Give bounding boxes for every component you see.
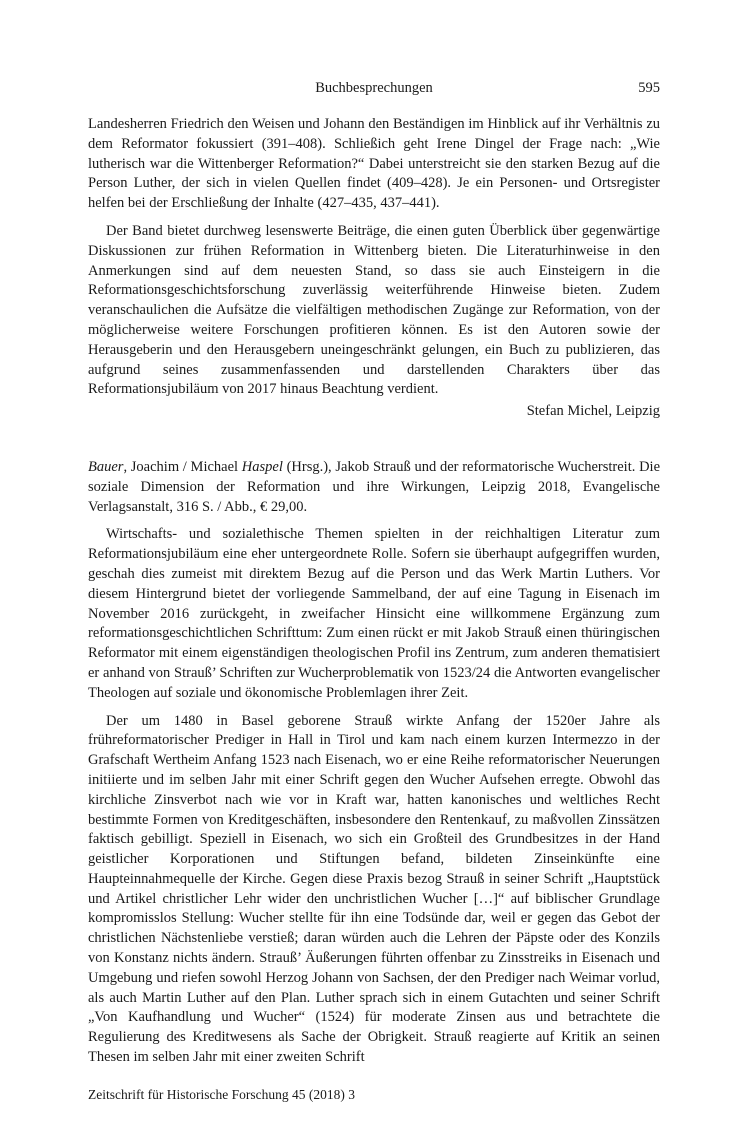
page-number: 595 [638, 80, 660, 96]
bib-part2: (Hrsg.), Jakob Strauß und der reformatorische Wucherstreit. Die soziale Dimension der Reformation und ihre Wirkungen, Leipzig 2018, Evangelische Verlagsanstalt, 316 S. / Abb., € 29,00. [88, 458, 661, 515]
author1-name: Bauer [88, 458, 124, 475]
page-body [88, 115, 660, 1068]
review1-signature: Stefan Michel, Leipzig [526, 403, 660, 420]
review1-continuation: Landesherren Friedrich den Weisen und Johann den Beständigen im Hinblick auf ihr Verhältnis zu dem Reformator fokussiert (391–408). Schließich geht Irene Dingel der Frage nach: „Wie lutherisch war die Wittenberger Reformation?“ Dabei unterstreicht sie den starken Bezug auf die Person Luther, der sich in vielen Quellen findet (409–428). Je ein Personen- und Ortsregister helfen bei der Erschließung der Inhalte (427–435, 437–441). [88, 116, 660, 212]
bib-part1: , Joachim / Michael [123, 458, 242, 475]
review2-paragraph-2: Der um 1480 in Basel geborene Strauß wirkte Anfang der 1520er Jahre als frühreformatorischer Prediger in Hall in Tirol und kam nach einem kurzen Intermezzo in der Grafschaft Wertheim Anfang 1523 nach Eisenach, wo er eine Reihe reformatorischer Neuerungen initiierte und im selben Jahr mit einer Schrift gegen den Wucher Aufsehen erregte. Obwohl das kirchliche Zinsverbot nach wie vor in Kraft war, hatten kanonisches und weltliches Recht bestimmte Formen von Kreditgeschäften, insbesondere den Rentenkauf, zu maßvollen Zinssätzen faktisch gebilligt. Speziell in Eisenach, wo sich ein Großteil des Grundbesitzes in der Hand geistlicher Korporationen und Stiftungen befand, bildeten Zinseinkünfte eine Haupteinnahmequelle der Kirche. Gegen diese Praxis bezog Strauß in seiner Schrift „Hauptstück und Artikel christlicher Lehr wider den unchristlichen Wucher […]“ auf biblischer Grundlage kompromisslos Stellung: Wucher stellte für ihn eine Todsünde dar, weil er gegen das Gebot der christlichen Nächstenliebe verstieß; daran würden auch die Lehren der Päpste oder des Konzils von Konstanz nichts ändern. Strauß’ Äußerungen führten offenbar zu Zinsstreiks in Eisenach und Umgebung und riefen sowohl Herzog Johann von Sachsen, der den Prediger nach Weimar vorlud, als auch Martin Luther auf den Plan. Luther sprach sich in einem Gutachten und seiner Schrift „Von Kaufhandlung und Wucher“ (1524) für moderate Zinsen aus und betrachtete die Regulierung des Kreditwesens als Sache der Obrigkeit. Strauß reagierte auf Kritik an seinen Thesen im selben Jahr mit einer zweiten Schrift [88, 712, 660, 1066]
review2-bibliographic-entry [88, 458, 660, 517]
journal-footer: Zeitschrift für Historische Forschung 45 (2018) 3 [88, 1087, 355, 1102]
author2-name: Haspel [241, 458, 283, 475]
running-title: Buchbesprechungen [315, 80, 433, 96]
running-header [88, 80, 660, 100]
review1-conclusion: Der Band bietet durchweg lesenswerte Beiträge, die einen guten Überblick über gegenwärtige Diskussionen zur frühen Reformation in Wittenberg bieten. Die Literaturhinweise in den Anmerkungen sind auf dem neuesten Stand, so dass sie auch Einsteigern in die Reformationsgeschichtsforschung zuverlässig weiterführende Hinweise bieten. Zudem veranschaulichen die Aufsätze die vielfältigen methodischen Zugänge zur Reformation, von der möglicherweise weitere Forschungen profitieren können. Es ist den Autoren sowie der Herausgeberin und den Herausgebern uneingeschränkt gelungen, ein Buch zu publizieren, das aufgrund seines zusammenfassenden und darstellenden Charakters über das Reformationsjubiläum von 2017 hinaus Beachtung verdient. [88, 222, 660, 398]
review2-paragraph-1: Wirtschafts- und sozialethische Themen spielten in der reichhaltigen Literatur zum Reformationsjubiläum eine eher untergeordnete Rolle. Sofern sie überhaupt aufgegriffen wurden, geschah dies zumeist mit direktem Bezug auf die Person und das Werk Martin Luthers. Vor diesem Hintergrund bietet der vorliegende Sammelband, der auf eine Tagung in Eisenach im November 2016 zurückgeht, in zweifacher Hinsicht eine willkommene Ergänzung zum reformationsgeschichtlichen Schrifttum: Zum einen rückt er mit Jakob Strauß einen thüringischen Reformator mit einem eigenständigen theologischen Profil ins Zentrum, zum anderen thematisiert er anhand von Strauß’ Schriften zur Wucherproblematik von 1523/24 die Antworten evangelischer Theologen auf soziale und ökonomische Problemlagen ihrer Zeit. [88, 526, 660, 701]
